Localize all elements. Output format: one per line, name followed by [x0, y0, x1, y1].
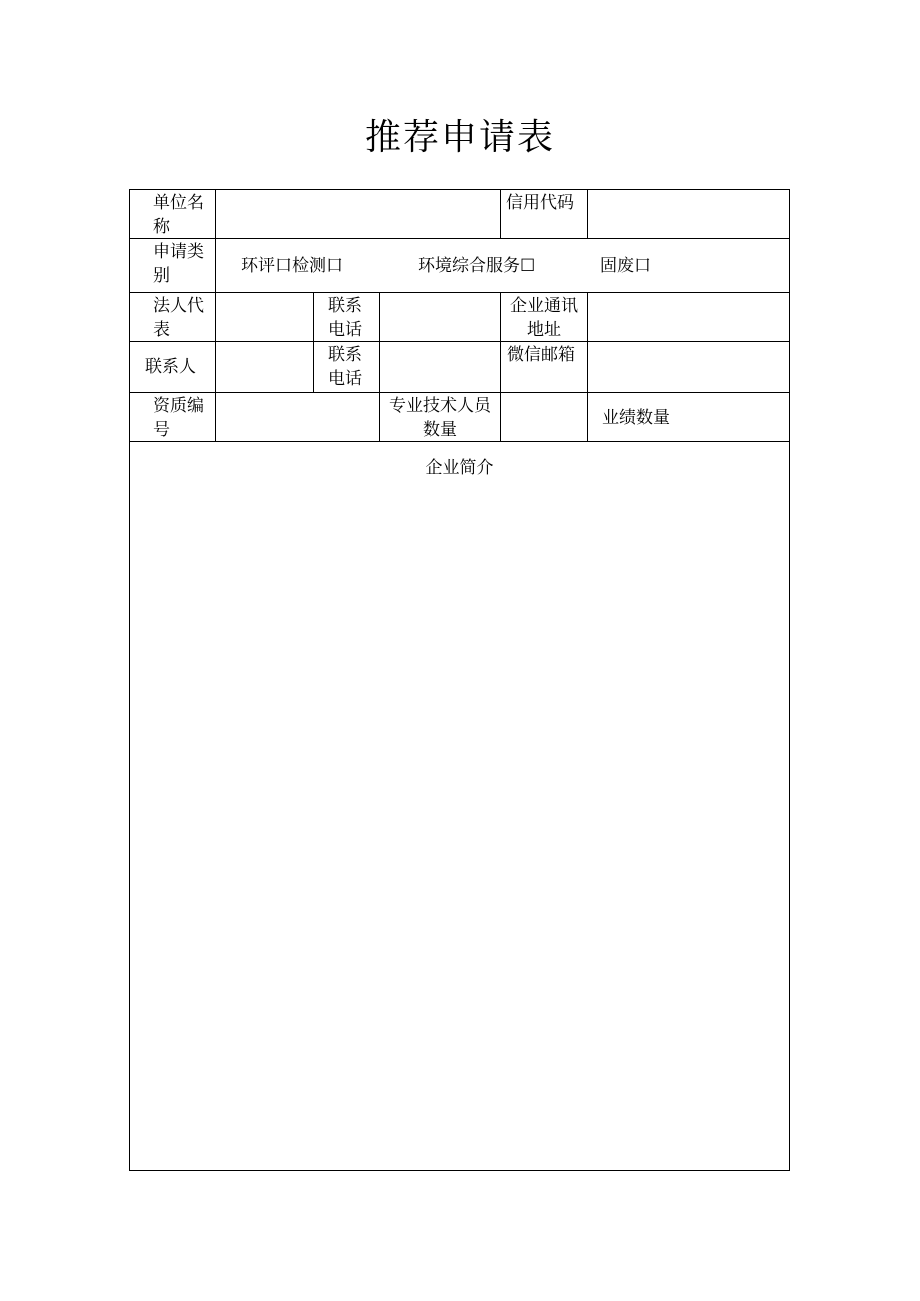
phone-label-1: 联系 电话	[328, 296, 362, 340]
qualification-field[interactable]	[217, 394, 378, 440]
intro-textarea[interactable]	[131, 485, 788, 1168]
category-label: 申请类 别	[153, 242, 204, 286]
phone-label-2: 联系 电话	[328, 345, 362, 389]
address-field[interactable]	[589, 294, 788, 340]
wechat-email-field[interactable]	[589, 343, 788, 391]
credit-code-label: 信用代码	[506, 193, 574, 213]
phone-field-1[interactable]	[381, 294, 499, 340]
unit-name-field[interactable]	[217, 191, 499, 237]
category-option-solid-waste[interactable]: 固废口	[600, 256, 651, 276]
page-title: 推荐申请表	[364, 117, 555, 158]
contact-label: 联系人	[145, 357, 196, 377]
qualification-label: 资质编 号	[153, 396, 204, 440]
address-label: 企业通讯 地址	[510, 296, 578, 340]
category-option-environmental-service[interactable]: 环境综合服务☐	[418, 256, 536, 276]
phone-field-2[interactable]	[381, 343, 499, 391]
legal-rep-label: 法人代 表	[153, 296, 204, 340]
wechat-email-label: 微信邮箱	[507, 345, 575, 365]
performance-label: 业绩数量	[602, 408, 670, 428]
tech-staff-field[interactable]	[502, 394, 586, 440]
intro-label: 企业简介	[425, 458, 494, 478]
credit-code-field[interactable]	[589, 191, 788, 237]
contact-field[interactable]	[217, 343, 312, 391]
legal-rep-field[interactable]	[217, 294, 312, 340]
tech-staff-label: 专业技术人员 数量	[389, 396, 491, 440]
unit-name-label: 单位名 称	[153, 193, 204, 237]
category-option-eia-testing[interactable]: 环评口检测口	[241, 256, 343, 276]
